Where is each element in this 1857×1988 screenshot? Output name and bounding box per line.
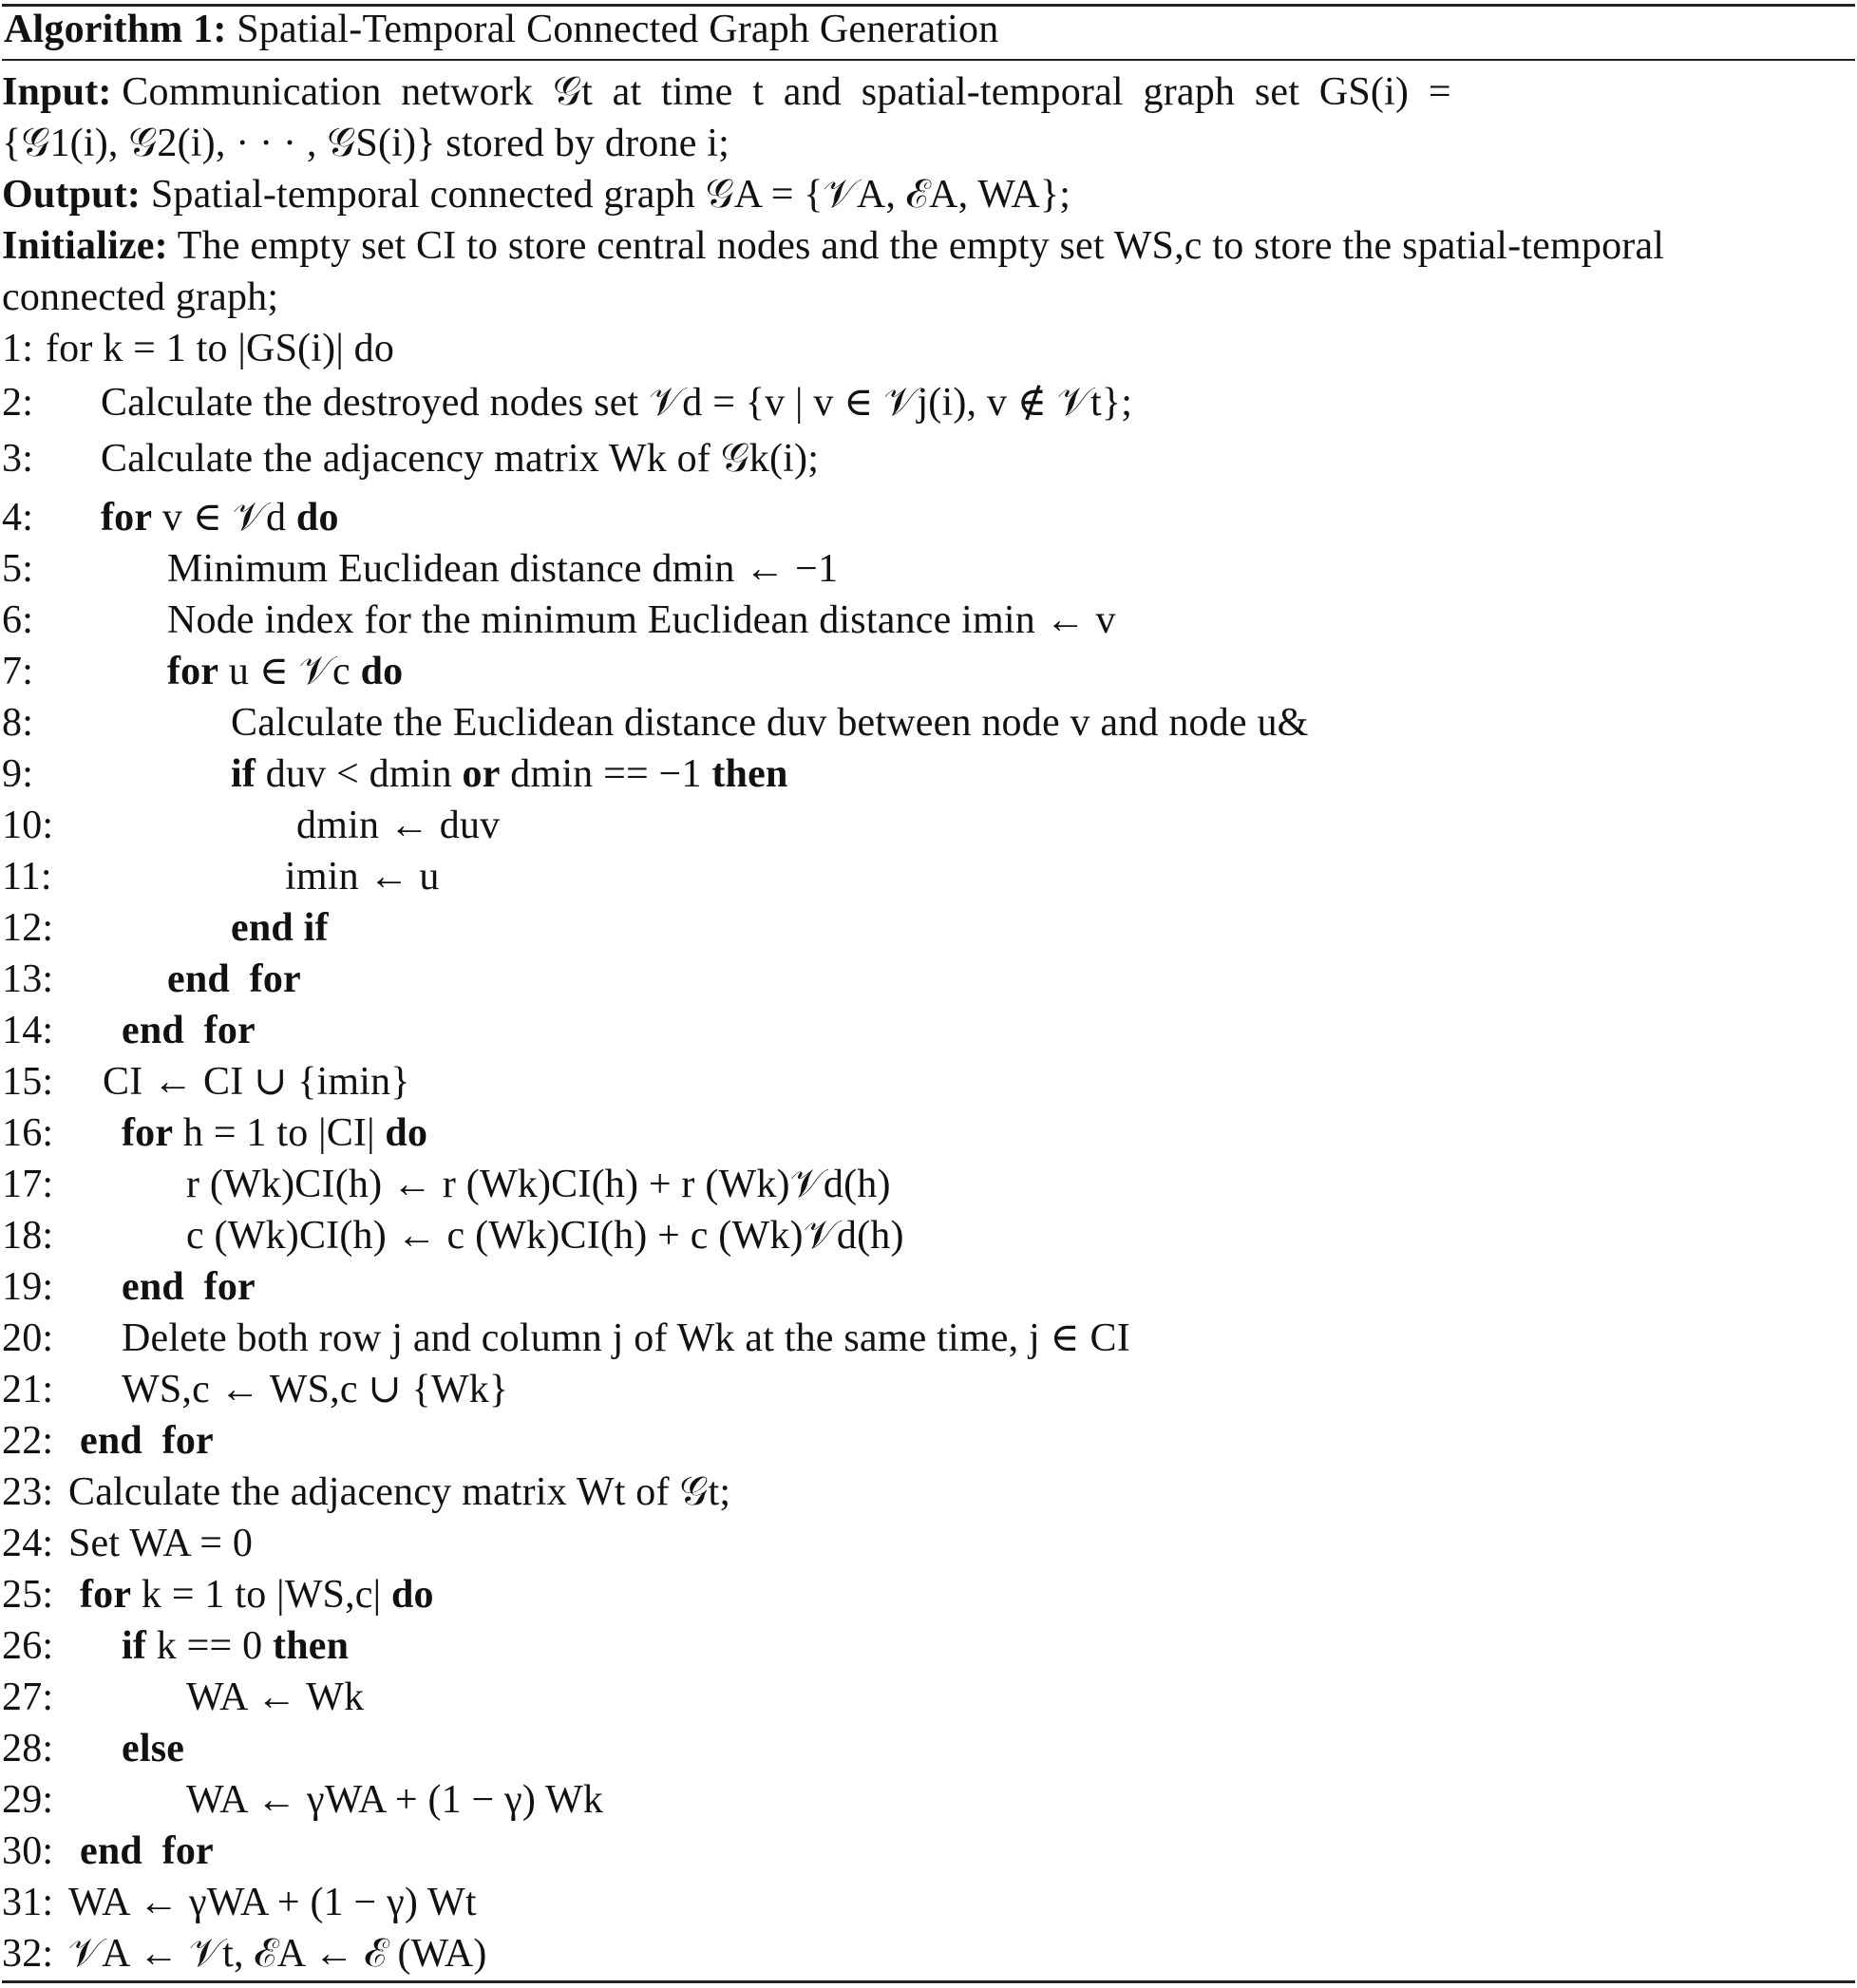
- input-text: Communication network 𝒢t at time t and spatial-temporal graph set GS(i) =: [122, 70, 1451, 114]
- step-number: 16:: [2, 1111, 54, 1155]
- step-number: 5:: [2, 547, 34, 591]
- step-text: for h = 1 to |CI| do: [122, 1111, 428, 1155]
- step-text: end for: [80, 1829, 214, 1873]
- input-label: Input:: [2, 70, 112, 114]
- step-text: 𝒱A ← 𝒱t, ℰA ← ℰ (WA): [68, 1932, 487, 1976]
- step-text: Delete both row j and column j of Wk at the same time, j ∈ CI: [122, 1316, 1130, 1360]
- step-text: Set WA = 0: [68, 1522, 254, 1565]
- step-number: 19:: [2, 1265, 54, 1309]
- step-number: 31:: [2, 1881, 54, 1924]
- step-text: Node index for the minimum Euclidean distance imin ← v: [167, 598, 1116, 642]
- step-number: 22:: [2, 1419, 54, 1463]
- init-line-2: [2, 272, 278, 323]
- step-text: for u ∈ 𝒱c do: [167, 650, 404, 693]
- step-number: 23:: [2, 1470, 54, 1514]
- title-rule: [2, 59, 1855, 61]
- step-text: WA ← γWA + (1 − γ) Wt: [68, 1881, 477, 1924]
- step-text: Minimum Euclidean distance dmin ← −1: [167, 547, 839, 591]
- step-number: 8:: [2, 701, 34, 745]
- init-text: The empty set CI to store central nodes and the empty set WS,c to store the spatial-temporal: [177, 224, 1665, 268]
- step-number: 32:: [2, 1932, 54, 1976]
- step-text: imin ← u: [285, 855, 440, 899]
- step-number: 14:: [2, 1009, 54, 1052]
- step-number: 1:: [2, 327, 34, 370]
- step-number: 11:: [2, 855, 52, 899]
- step-number: 13:: [2, 957, 54, 1001]
- step-text: Calculate the adjacency matrix Wt of 𝒢t;: [68, 1470, 731, 1514]
- step-text: for v ∈ 𝒱d do: [101, 496, 339, 540]
- step-text: Calculate the adjacency matrix Wk of 𝒢k(i);: [101, 437, 820, 481]
- output-line: [2, 169, 1071, 220]
- input-text-2: {𝒢1(i), 𝒢2(i), · · · , 𝒢S(i)} stored by drone i;: [2, 122, 730, 165]
- step-text: for k = 1 to |WS,c| do: [80, 1573, 434, 1617]
- step-number: 9:: [2, 752, 34, 796]
- input-line-2: [2, 118, 730, 169]
- step-number: 24:: [2, 1522, 54, 1565]
- step-number: 21:: [2, 1368, 54, 1411]
- step-number: 3:: [2, 437, 34, 481]
- step-text: WS,c ← WS,c ∪ {Wk}: [122, 1368, 509, 1411]
- output-label: Output:: [2, 173, 142, 217]
- step-text: end for: [122, 1009, 256, 1052]
- output-text: Spatial-temporal connected graph 𝒢A = {𝒱A, ℰA, WA};: [150, 173, 1071, 217]
- step-text: Calculate the destroyed nodes set 𝒱d = {v | v ∈ 𝒱j(i), v ∉ 𝒱t};: [101, 381, 1133, 425]
- step-text: if k == 0 then: [122, 1624, 350, 1668]
- step-number: 29:: [2, 1778, 54, 1822]
- step-number: 30:: [2, 1829, 54, 1873]
- step-text: WA ← γWA + (1 − γ) Wk: [186, 1778, 604, 1822]
- init-text-2: connected graph;: [2, 275, 279, 319]
- step-number: 4:: [2, 496, 34, 540]
- step-text: CI ← CI ∪ {imin}: [103, 1060, 410, 1104]
- init-line: [2, 220, 1664, 272]
- step-number: 25:: [2, 1573, 54, 1617]
- step-text: dmin ← duv: [296, 804, 501, 847]
- step-number: 2:: [2, 381, 34, 425]
- step-number: 6:: [2, 598, 34, 642]
- bottom-rule: [2, 1980, 1855, 1983]
- algorithm-title: [4, 4, 998, 55]
- step-number: 15:: [2, 1060, 54, 1104]
- step-number: 20:: [2, 1316, 54, 1360]
- step-text: end for: [80, 1419, 214, 1463]
- step-number: 17:: [2, 1163, 54, 1206]
- input-line: [2, 66, 1451, 118]
- step-text: r (Wk)CI(h) ← r (Wk)CI(h) + r (Wk)𝒱d(h): [186, 1163, 891, 1206]
- step-number: 26:: [2, 1624, 54, 1668]
- step-number: 18:: [2, 1214, 54, 1258]
- step-number: 10:: [2, 804, 54, 847]
- init-label: Initialize:: [2, 224, 168, 268]
- step-number: 7:: [2, 650, 34, 693]
- step-text: if duv < dmin or dmin == −1 then: [231, 752, 788, 796]
- step-number: 12:: [2, 906, 54, 950]
- step-text: end if: [231, 906, 329, 950]
- step-text: else: [122, 1727, 185, 1770]
- step-text: for k = 1 to |GS(i)| do: [46, 327, 395, 370]
- step-number: 27:: [2, 1676, 54, 1719]
- step-text: Calculate the Euclidean distance duv between node v and node u&: [231, 701, 1309, 745]
- step-number: 28:: [2, 1727, 54, 1770]
- algorithm-label: Algorithm 1:: [4, 8, 227, 51]
- algorithm-name: Spatial-Temporal Connected Graph Generation: [237, 8, 999, 51]
- step-text: c (Wk)CI(h) ← c (Wk)CI(h) + c (Wk)𝒱d(h): [186, 1214, 904, 1258]
- step-text: WA ← Wk: [186, 1676, 365, 1719]
- step-text: end for: [122, 1265, 256, 1309]
- step-text: end for: [167, 957, 301, 1001]
